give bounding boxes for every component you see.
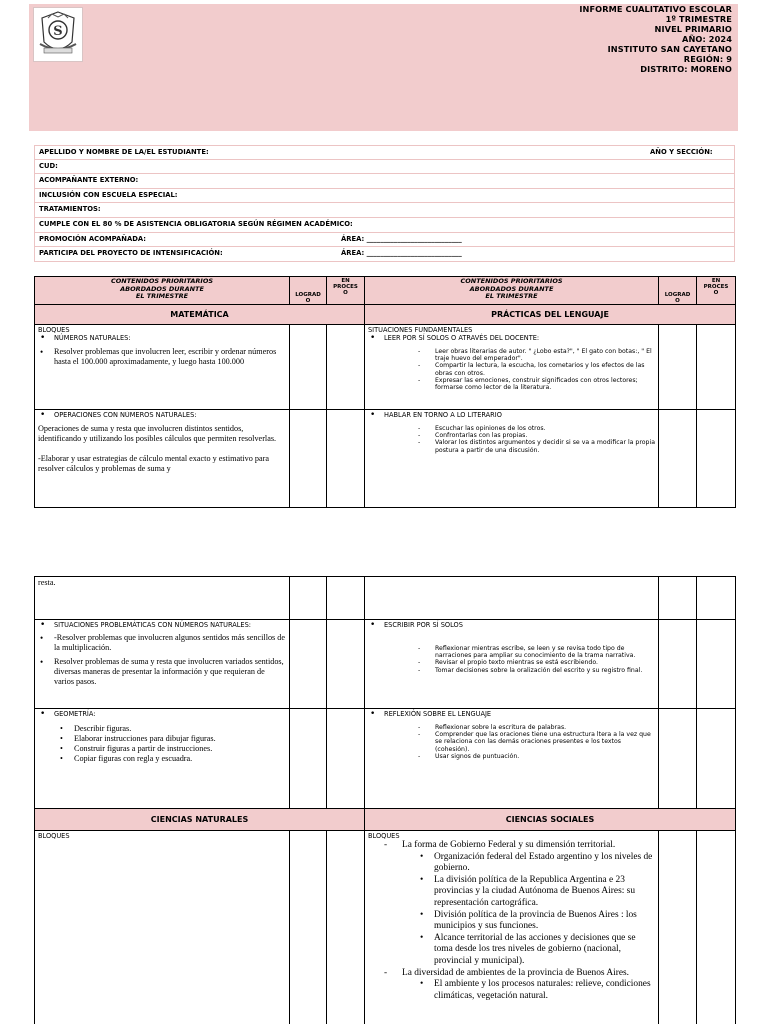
- math-operations-continued-cell: [35, 577, 290, 620]
- in-progress-cell[interactable]: [697, 831, 736, 1024]
- list-item: • Alcance territorial de las acciones y decisiones que se toma desde los tres niveles de gobierno (nacional, provincial y municipal).: [416, 933, 655, 968]
- year-section-label: AÑO Y SECCIÓN:: [650, 148, 713, 156]
- in-progress-cell[interactable]: [697, 325, 736, 410]
- table-row: [35, 410, 736, 508]
- treatments-row: [34, 203, 735, 218]
- institute: INSTITUTO SAN CAYETANO: [607, 44, 732, 54]
- list-item: - La diversidad de ambientes de la provincia de Buenos Aires. • El ambiente y los procesos naturales: relieve, condiciones climáticas, vegetación natural.: [382, 968, 655, 1003]
- promotion-row: [34, 233, 735, 248]
- list-item: • LEER POR SÍ SOLOS O ATRAVÉS DEL DOCENTE:: [368, 334, 655, 342]
- achieved-cell[interactable]: [659, 831, 697, 1024]
- subject-math: MATEMÁTICA: [35, 305, 365, 325]
- blocks-label: BLOQUES: [368, 832, 400, 840]
- achieved-cell[interactable]: [290, 577, 327, 620]
- list-item: • -Resolver problemas que involucren algunos sentidos más sencillos de la multiplicación.: [38, 633, 286, 653]
- attendance-row: [34, 218, 735, 233]
- list-item: - Escuchar las opiniones de los otros.: [418, 425, 655, 432]
- operations-text: Operaciones de suma y resta que involucren distintos sentidos, identificando y utilizando los posibles cálculos que permiten resolverlas.: [38, 424, 277, 443]
- trimester: 1º TRIMESTRE: [665, 14, 732, 24]
- in-progress-column-header: EN PROCES O: [697, 277, 736, 305]
- in-progress-cell[interactable]: [327, 410, 365, 508]
- achieved-cell[interactable]: [290, 620, 327, 709]
- list-item: • GEOMETRÍA:: [38, 710, 286, 718]
- in-progress-cell[interactable]: [697, 620, 736, 709]
- contents-column-header: CONTENIDOS PRIORITARIOS ABORDADOS DURANTE EL TRIMESTRE: [35, 277, 290, 305]
- social-sciences-cell: [365, 831, 659, 1024]
- list-item: • ESCRIBIR POR SÍ SOLOS: [368, 621, 655, 629]
- svg-text:S: S: [53, 24, 63, 39]
- report-header: [29, 4, 738, 131]
- inclusion-row: [34, 189, 735, 204]
- table-row: [35, 620, 736, 709]
- promotion-label: PROMOCIÓN ACOMPAÑADA:: [39, 234, 146, 243]
- report-title: INFORME CUALITATIVO ESCOLAR: [579, 4, 732, 14]
- list-item: - Expresar las emociones, construir significados con otros lectores; formarse como lector de la literatura.: [418, 377, 655, 391]
- contents-column-header: CONTENIDOS PRIORITARIOS ABORDADOS DURANTE EL TRIMESTRE: [365, 277, 659, 305]
- language-reflection-cell: [365, 709, 659, 809]
- table-row: [35, 325, 736, 410]
- achieved-cell[interactable]: [659, 325, 697, 410]
- achieved-cell[interactable]: [659, 410, 697, 508]
- language-continued-cell: [365, 577, 659, 620]
- language-reading-cell: [365, 325, 659, 410]
- list-item: • HABLAR EN TORNO A LO LITERARIO: [368, 411, 655, 419]
- achieved-cell[interactable]: [659, 709, 697, 809]
- list-item: • Construir figuras a partir de instrucciones.: [58, 744, 286, 754]
- situations-label: SITUACIONES FUNDAMENTALES: [368, 326, 473, 334]
- language-writing-cell: [365, 620, 659, 709]
- list-item: - Leer obras literarias de autor. " ¿Lobo esta?", " El gato con botas:, " El traje huevo del emperador".: [418, 348, 655, 362]
- list-item: • Copiar figuras con regla y escuadra.: [58, 754, 286, 764]
- promotion-area-label: ÁREA: ____________________________: [341, 234, 462, 243]
- inclusion-label: INCLUSIÓN CON ESCUELA ESPECIAL:: [39, 190, 178, 199]
- contents-table-page-1: [34, 276, 736, 508]
- list-item: • NÚMEROS NATURALES:: [38, 334, 286, 342]
- list-item: • Resolver problemas de suma y resta que involucren variados sentidos, diversas maneras de presentar la información y que requieran de varios pasos.: [38, 657, 286, 687]
- table-row: [35, 831, 736, 1024]
- list-item: - Comprender que las oraciones tiene una estructura ltera a la vez que se relaciona con las demás oraciones presentes e los textos (cohesión).: [418, 731, 655, 753]
- list-item: • El ambiente y los procesos naturales: relieve, condiciones climáticas, vegetación natural.: [416, 979, 655, 1002]
- subject-language: PRÁCTICAS DEL LENGUAJE: [365, 305, 736, 325]
- subject-natural-sciences: CIENCIAS NATURALES: [35, 809, 365, 831]
- year: AÑO: 2024: [682, 34, 732, 44]
- language-talk-cell: [365, 410, 659, 508]
- list-item: - Usar signos de puntuación.: [418, 753, 655, 760]
- operations-text-continued: resta.: [38, 578, 56, 587]
- list-item: - Tomar decisiones sobre la oralización del escrito y su registro final.: [418, 667, 655, 674]
- in-progress-cell[interactable]: [327, 325, 365, 410]
- subject-row: [35, 809, 736, 831]
- contents-table-page-2: [34, 576, 736, 1024]
- achieved-cell[interactable]: [290, 410, 327, 508]
- list-item: - La forma de Gobierno Federal y su dimensión territorial. • Organización federal del Estado argentino y los niveles de gobierno. • La división política de la Republica Argentina e 23 provincias y la ciudad Autónoma de Buenos Aires: su representación cartográfica. • División política de la provincia de Buenos Aires : los municipios y sus funciones. • Alcance territorial de las acciones y decisiones que se toma desde los tres niveles de gobierno (nacional, provincial y municipal).: [382, 840, 655, 968]
- subject-row: [35, 305, 736, 325]
- student-info-section: [34, 145, 735, 262]
- math-geometry-cell: [35, 709, 290, 809]
- list-item: • Elaborar instrucciones para dibujar figuras.: [58, 734, 286, 744]
- project-row: [34, 247, 735, 262]
- attendance-label: CUMPLE CON EL 80 % DE ASISTENCIA OBLIGATORIA SEGÚN RÉGIMEN ACADÉMICO:: [39, 219, 353, 228]
- in-progress-cell[interactable]: [697, 577, 736, 620]
- companion-row: [34, 174, 735, 189]
- school-crest-logo: [33, 7, 83, 62]
- achieved-column-header: LOGRAD O: [659, 277, 697, 305]
- project-area-label: ÁREA: ____________________________: [341, 249, 462, 258]
- achieved-cell[interactable]: [290, 831, 327, 1024]
- list-item: • SITUACIONES PROBLEMÁTICAS CON NÚMEROS NATURALES:: [38, 621, 286, 629]
- student-name-label: APELLIDO Y NOMBRE DE LA/EL ESTUDIANTE:: [39, 148, 209, 156]
- math-numbers-cell: [35, 325, 290, 410]
- district: DISTRITO: MORENO: [640, 64, 732, 74]
- in-progress-cell[interactable]: [327, 709, 365, 809]
- achieved-column-header: LOGRAD O: [290, 277, 327, 305]
- cud-row: [34, 160, 735, 175]
- achieved-cell[interactable]: [290, 325, 327, 410]
- list-item: - Confrontarlas con las propias.: [418, 432, 655, 439]
- operations-text-2: -Elaborar y usar estrategias de cálculo mental exacto y estimativo para resolver cálculos y problemas de suma y: [38, 454, 269, 473]
- math-situations-cell: [35, 620, 290, 709]
- table-row: [35, 577, 736, 620]
- subject-social-sciences: CIENCIAS SOCIALES: [365, 809, 736, 831]
- table-header-row: [35, 277, 736, 305]
- list-item: • REFLEXIÓN SOBRE EL LENGUAJE: [368, 710, 655, 718]
- in-progress-cell[interactable]: [697, 410, 736, 508]
- list-item: • División política de la provincia de Buenos Aires : los municipios y sus funciones.: [416, 910, 655, 933]
- list-item: • Organización federal del Estado argentino y los niveles de gobierno.: [416, 852, 655, 875]
- list-item: • OPERACIONES CON NÚMEROS NATURALES:: [38, 411, 286, 419]
- list-item: - Revisar el propio texto mientras se está escribiendo.: [418, 659, 655, 666]
- student-name-row: [34, 145, 735, 160]
- achieved-cell[interactable]: [659, 577, 697, 620]
- header-title-block: [579, 4, 732, 74]
- in-progress-cell[interactable]: [327, 577, 365, 620]
- blocks-label: BLOQUES: [38, 832, 70, 840]
- in-progress-cell[interactable]: [327, 831, 365, 1024]
- list-item: • La división política de la Republica Argentina e 23 provincias y la ciudad Autónoma de Buenos Aires: su representación cartográfica.: [416, 875, 655, 910]
- blocks-label: BLOQUES: [38, 326, 70, 334]
- project-label: PARTICIPA DEL PROYECTO DE INTENSIFICACIÓN:: [39, 249, 223, 258]
- companion-label: ACOMPAÑANTE EXTERNO:: [39, 176, 139, 185]
- natural-sciences-cell: [35, 831, 290, 1024]
- cud-label: CUD:: [39, 161, 58, 170]
- list-item: - Reflexionar sobre la escritura de palabras.: [418, 724, 655, 731]
- list-item: - Valorar los distintos argumentos y decidir si se va a modificar la propia postura a partir de una discusión.: [418, 439, 655, 453]
- table-row: [35, 709, 736, 809]
- list-item: - Reflexionar mientras escribe, se leen y se revisa todo tipo de narraciones para ampliar su conocimiento de la trama narrativa.: [418, 645, 655, 659]
- math-operations-cell: [35, 410, 290, 508]
- region: REGIÓN: 9: [683, 54, 732, 64]
- level: NIVEL PRIMARIO: [654, 24, 732, 34]
- list-item: • Resolver problemas que involucren leer, escribir y ordenar números hasta el 100.000 aproximadamente, y luego hasta 100.000: [38, 347, 286, 367]
- achieved-cell[interactable]: [659, 620, 697, 709]
- achieved-cell[interactable]: [290, 709, 327, 809]
- list-item: • Describir figuras.: [58, 724, 286, 734]
- in-progress-cell[interactable]: [697, 709, 736, 809]
- in-progress-cell[interactable]: [327, 620, 365, 709]
- in-progress-column-header: EN PROCES O: [327, 277, 365, 305]
- list-item: - Compartir la lectura, la escucha, los cometarios y los efectos de las obras con otros.: [418, 362, 655, 376]
- treatments-label: TRATAMIENTOS:: [39, 205, 101, 214]
